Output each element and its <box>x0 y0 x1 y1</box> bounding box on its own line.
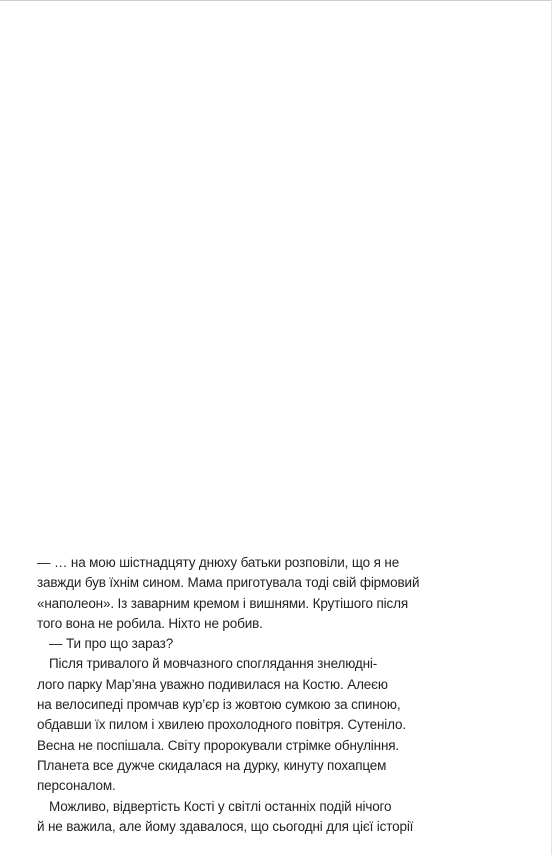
text-line: — Ти про що зараз? <box>49 636 174 652</box>
text-line: — … на мою шістнадцяту днюху батьки розповіли, що я не <box>37 555 400 570</box>
text-line: Можливо, відвертість Кості у світлі останніх подій нічого <box>49 798 392 814</box>
text-line: Планета все дужче скидалася на дурку, кинуту похапцем <box>37 757 387 773</box>
text-line: Після тривалого й мовчазного споглядання знелюдні- <box>49 656 378 672</box>
text-line: й не важила, але йому здавалося, що сьогодні для цієї історії <box>37 818 414 834</box>
text-line: обдавши їх пилом і хвилею прохолодного повітря. Сутеніло. <box>37 717 406 733</box>
page-top-edge <box>0 0 552 1</box>
text-line: того вона не робила. Ніхто не робив. <box>37 615 263 631</box>
text-line: завжди був їхнім сином. Мама приготувала тоді свій фірмовий <box>37 575 420 591</box>
body-text <box>37 553 420 837</box>
text-line: персоналом. <box>37 778 116 794</box>
text-line: Весна не поспішала. Світу пророкували стрімке обнуління. <box>37 737 400 753</box>
text-line: на велосипеді промчав кур’єр із жовтою сумкою за спиною, <box>37 697 401 713</box>
text-line: «наполеон». Із заварним кремом і вишнями. Крутішого після <box>37 595 409 611</box>
text-line: лого парку Мар’яна уважно подивилася на Костю. Алеєю <box>37 676 388 692</box>
